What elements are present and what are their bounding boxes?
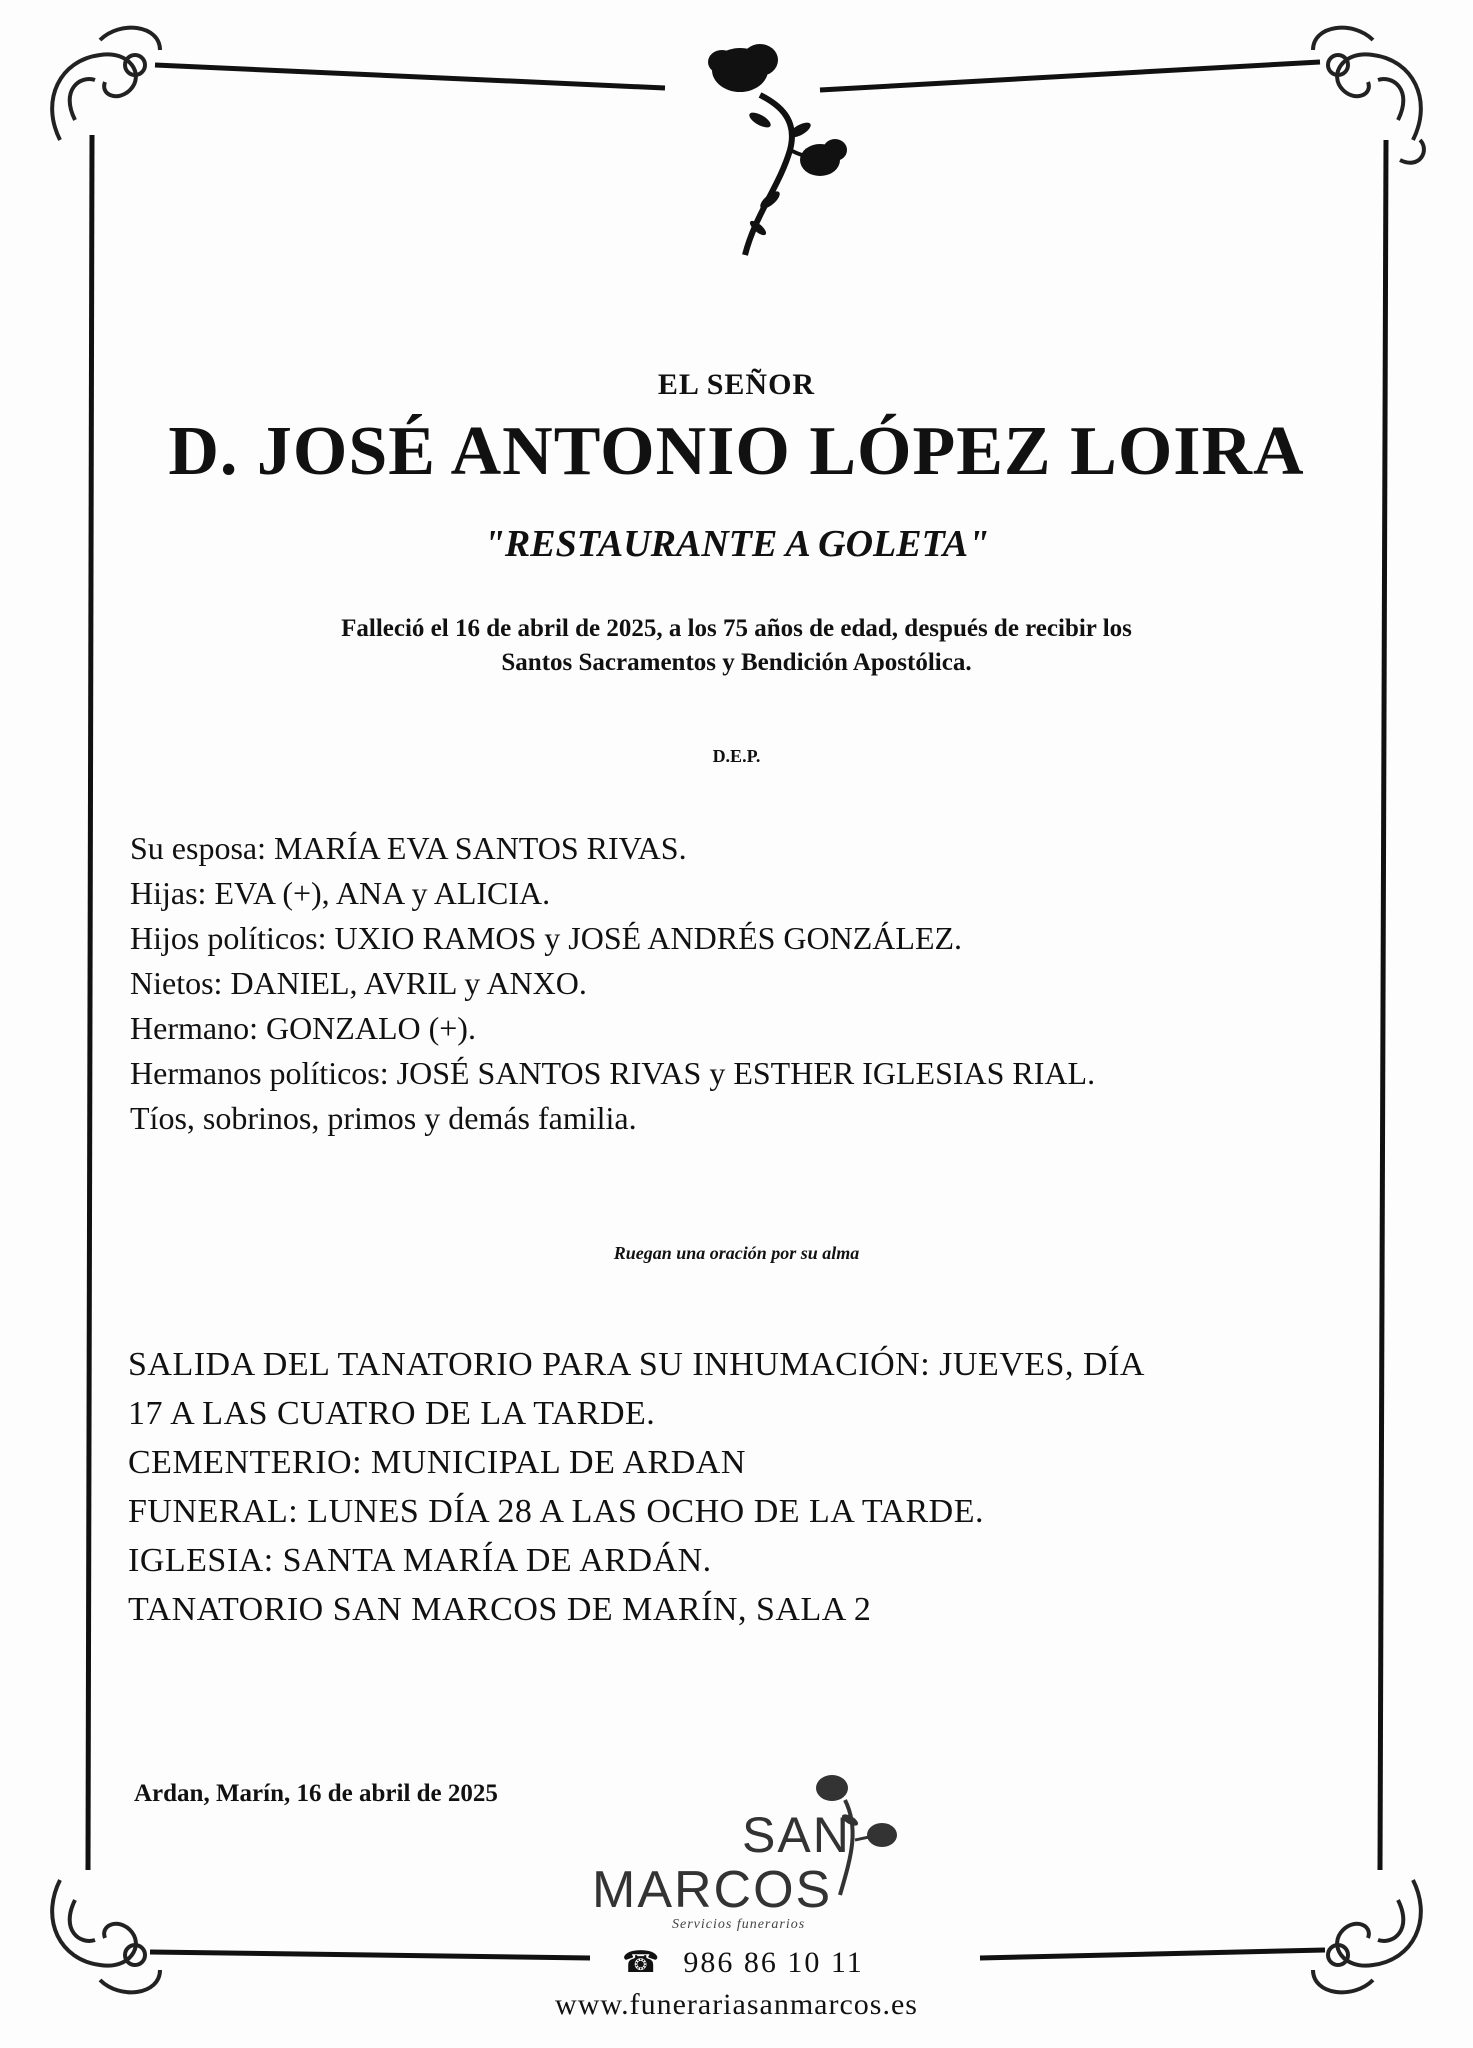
deceased-name: D. JOSÉ ANTONIO LÓPEZ LOIRA bbox=[168, 413, 1305, 490]
family-line-spouse: Su esposa: MARÍA EVA SANTOS RIVAS. bbox=[130, 830, 687, 866]
service-line: IGLESIA: SANTA MARÍA DE ARDÁN. bbox=[128, 1542, 712, 1579]
nickname: "RESTAURANTE A GOLETA" bbox=[483, 523, 990, 565]
family-line-daughters: Hijas: EVA (+), ANA y ALICIA. bbox=[130, 875, 551, 911]
corner-flourish-icon bbox=[52, 28, 160, 140]
death-notice-line: Falleció el 16 de abril de 2025, a los 75 años de edad, después de recibir los bbox=[341, 615, 1132, 642]
service-line: FUNERAL: LUNES DÍA 28 A LAS OCHO DE LA TARDE. bbox=[128, 1493, 984, 1530]
family-line-extended: Tíos, sobrinos, primos y demás familia. bbox=[130, 1100, 637, 1136]
prayer-text: Ruegan una oración por su alma bbox=[613, 1243, 860, 1263]
website-link[interactable]: www.funerariasanmarcos.es bbox=[555, 1988, 918, 2021]
dep-label: D.E.P. bbox=[712, 746, 761, 766]
death-notice bbox=[0, 612, 1473, 680]
family-list bbox=[130, 826, 1350, 1141]
family-line-grandchildren: Nietos: DANIEL, AVRIL y ANXO. bbox=[130, 965, 587, 1001]
place-date: Ardan, Marín, 16 de abril de 2025 bbox=[134, 1780, 498, 1807]
service-line: CEMENTERIO: MUNICIPAL DE ARDAN bbox=[128, 1444, 746, 1481]
service-line: 17 A LAS CUATRO DE LA TARDE. bbox=[128, 1395, 656, 1432]
logo-subtitle: Servicios funerarios bbox=[672, 1917, 806, 1932]
logo-word-san: SAN bbox=[742, 1807, 851, 1863]
service-line: SALIDA DEL TANATORIO PARA SU INHUMACIÓN: JUEVES, DÍA bbox=[128, 1346, 1145, 1383]
corner-flourish-icon bbox=[1313, 1880, 1421, 1992]
title-label: EL SEÑOR bbox=[657, 368, 816, 401]
phone-row bbox=[622, 1946, 864, 1980]
service-list bbox=[128, 1340, 1348, 1634]
corner-flourish-icon bbox=[52, 1880, 160, 1992]
family-line-siblings-in-law: Hermanos políticos: JOSÉ SANTOS RIVAS y ESTHER IGLESIAS RIAL. bbox=[130, 1055, 1096, 1091]
corner-flourish-icon bbox=[1313, 28, 1424, 163]
death-notice-line: Santos Sacramentos y Bendición Apostólica. bbox=[501, 649, 972, 676]
telephone-icon: ☎ bbox=[622, 1946, 662, 1979]
logo-word-marcos: MARCOS bbox=[592, 1861, 833, 1919]
family-line-in-laws: Hijos políticos: UXIO RAMOS y JOSÉ ANDRÉS GONZÁLEZ. bbox=[130, 920, 963, 956]
flower-icon bbox=[708, 44, 847, 255]
service-line: TANATORIO SAN MARCOS DE MARÍN, SALA 2 bbox=[128, 1591, 872, 1628]
phone-number: 986 86 10 11 bbox=[683, 1946, 864, 1979]
family-line-brother: Hermano: GONZALO (+). bbox=[130, 1010, 476, 1046]
